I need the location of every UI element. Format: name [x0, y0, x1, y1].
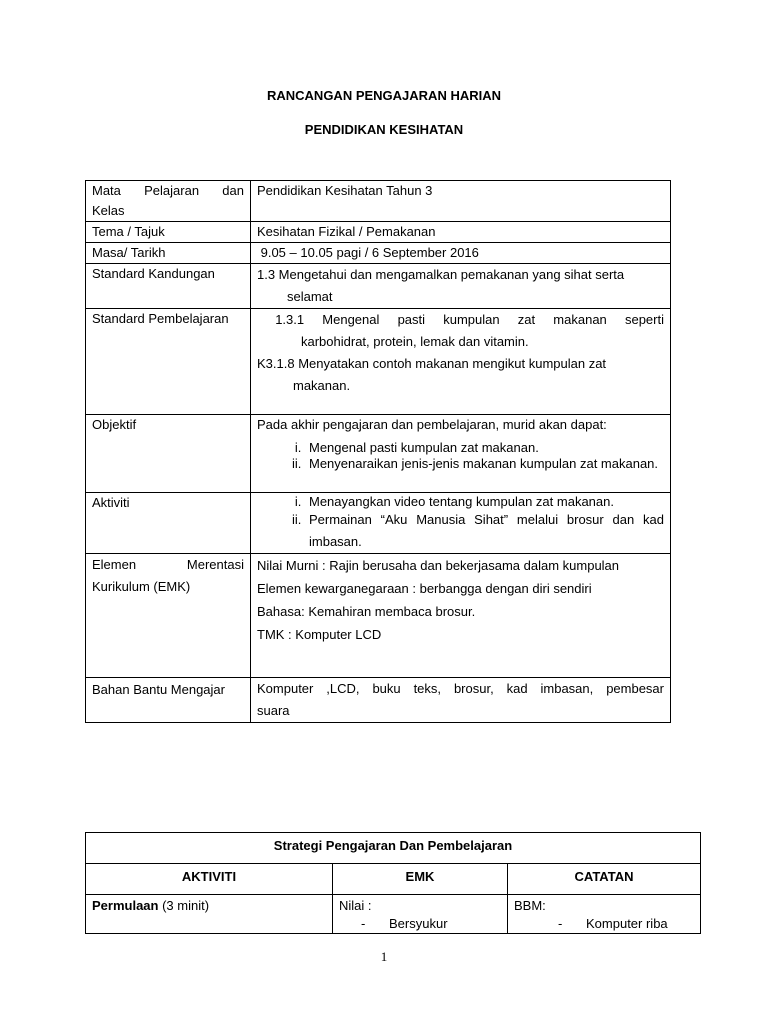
col-catatan: CATATAN	[508, 864, 701, 895]
value-bahan-bantu: Komputer ,LCD, buku teks, brosur, kad imbasan, pembesar suara	[251, 678, 671, 723]
value-masa: 9.05 – 10.05 pagi / 6 September 2016	[251, 243, 671, 264]
label-standard-pembelajaran: Standard Pembelajaran	[86, 309, 251, 415]
label-mata-pelajaran: Mata Pelajaran dan Kelas	[86, 181, 251, 222]
phase-label: Permulaan	[92, 898, 159, 913]
objektif-item: ii. Menyenaraikan jenis-jenis makanan kumpulan zat makanan.	[305, 453, 664, 475]
objektif-list	[257, 439, 664, 475]
label-tema: Tema / Tajuk	[86, 222, 251, 243]
row-bahan-bantu	[86, 678, 671, 723]
aktiviti-list	[257, 493, 664, 553]
row-mata-pelajaran	[86, 181, 671, 222]
label-emk: Elemen Merentasi Kurikulum (EMK)	[86, 554, 251, 678]
objektif-item: i. Mengenal pasti kumpulan zat makanan.	[305, 439, 664, 457]
label-standard-kandungan: Standard Kandungan	[86, 264, 251, 309]
label-bahan-bantu: Bahan Bantu Mengajar	[86, 678, 251, 723]
phase-time: (3 minit)	[158, 898, 210, 913]
row-tema	[86, 222, 671, 243]
value-mata-pelajaran: Pendidikan Kesihatan Tahun 3	[251, 181, 671, 222]
label-masa: Masa/ Tarikh	[86, 243, 251, 264]
col-aktiviti: AKTIVITI	[86, 864, 333, 895]
strategy-title-row	[86, 833, 701, 864]
row-standard-kandungan	[86, 264, 671, 309]
row-masa	[86, 243, 671, 264]
value-objektif: Pada akhir pengajaran dan pembelajaran, murid akan dapat: i. Mengenal pasti kumpulan zat makanan. ii. Menyenaraikan jenis-jenis makanan kumpulan zat makanan.	[251, 415, 671, 493]
value-standard-kandungan: 1.3 Mengetahui dan mengamalkan pemakanan yang sihat serta selamat	[251, 264, 671, 309]
page-number: 1	[380, 949, 388, 964]
dash-bullet: -	[558, 916, 563, 931]
value-emk: Nilai Murni : Rajin berusaha dan bekerjasama dalam kumpulan Elemen kewarganegaraan : berbangga dengan diri sendiri Bahasa: Kemahiran membaca brosur. TMK : Komputer LCD	[251, 554, 671, 678]
value-tema: Kesihatan Fizikal / Pemakanan	[251, 222, 671, 243]
label-aktiviti: Aktiviti	[86, 493, 251, 554]
cell-catatan-permulaan: BBM: - Komputer riba	[508, 895, 701, 934]
row-standard-pembelajaran	[86, 309, 671, 415]
strategy-row-permulaan	[86, 895, 701, 934]
aktiviti-item: i. Menayangkan video tentang kumpulan zat makanan.	[305, 493, 664, 511]
document-title: RANCANGAN PENGAJARAN HARIAN	[266, 88, 501, 103]
col-emk: EMK	[333, 864, 508, 895]
value-standard-pembelajaran: 1.3.1 Mengenal pasti kumpulan zat makanan seperti karbohidrat, protein, lemak dan vitamin. K3.1.8 Menyatakan contoh makanan mengikut kumpulan zat makanan.	[251, 309, 671, 415]
cell-permulaan	[86, 895, 333, 934]
row-objektif	[86, 415, 671, 493]
document-subject: PENDIDIKAN KESIHATAN	[304, 122, 464, 137]
value-aktiviti	[251, 493, 671, 554]
dash-bullet: -	[361, 916, 366, 931]
row-emk	[86, 554, 671, 678]
strategy-header-row	[86, 864, 701, 895]
aktiviti-item: ii. Permainan “Aku Manusia Sihat” melalui brosur dan kad imbasan.	[305, 509, 664, 553]
strategy-title: Strategi Pengajaran Dan Pembelajaran	[86, 833, 701, 864]
row-aktiviti	[86, 493, 671, 554]
label-objektif: Objektif	[86, 415, 251, 493]
cell-emk-permulaan: Nilai : - Bersyukur	[333, 895, 508, 934]
strategy-table	[85, 832, 701, 934]
lesson-info-table	[85, 180, 671, 723]
